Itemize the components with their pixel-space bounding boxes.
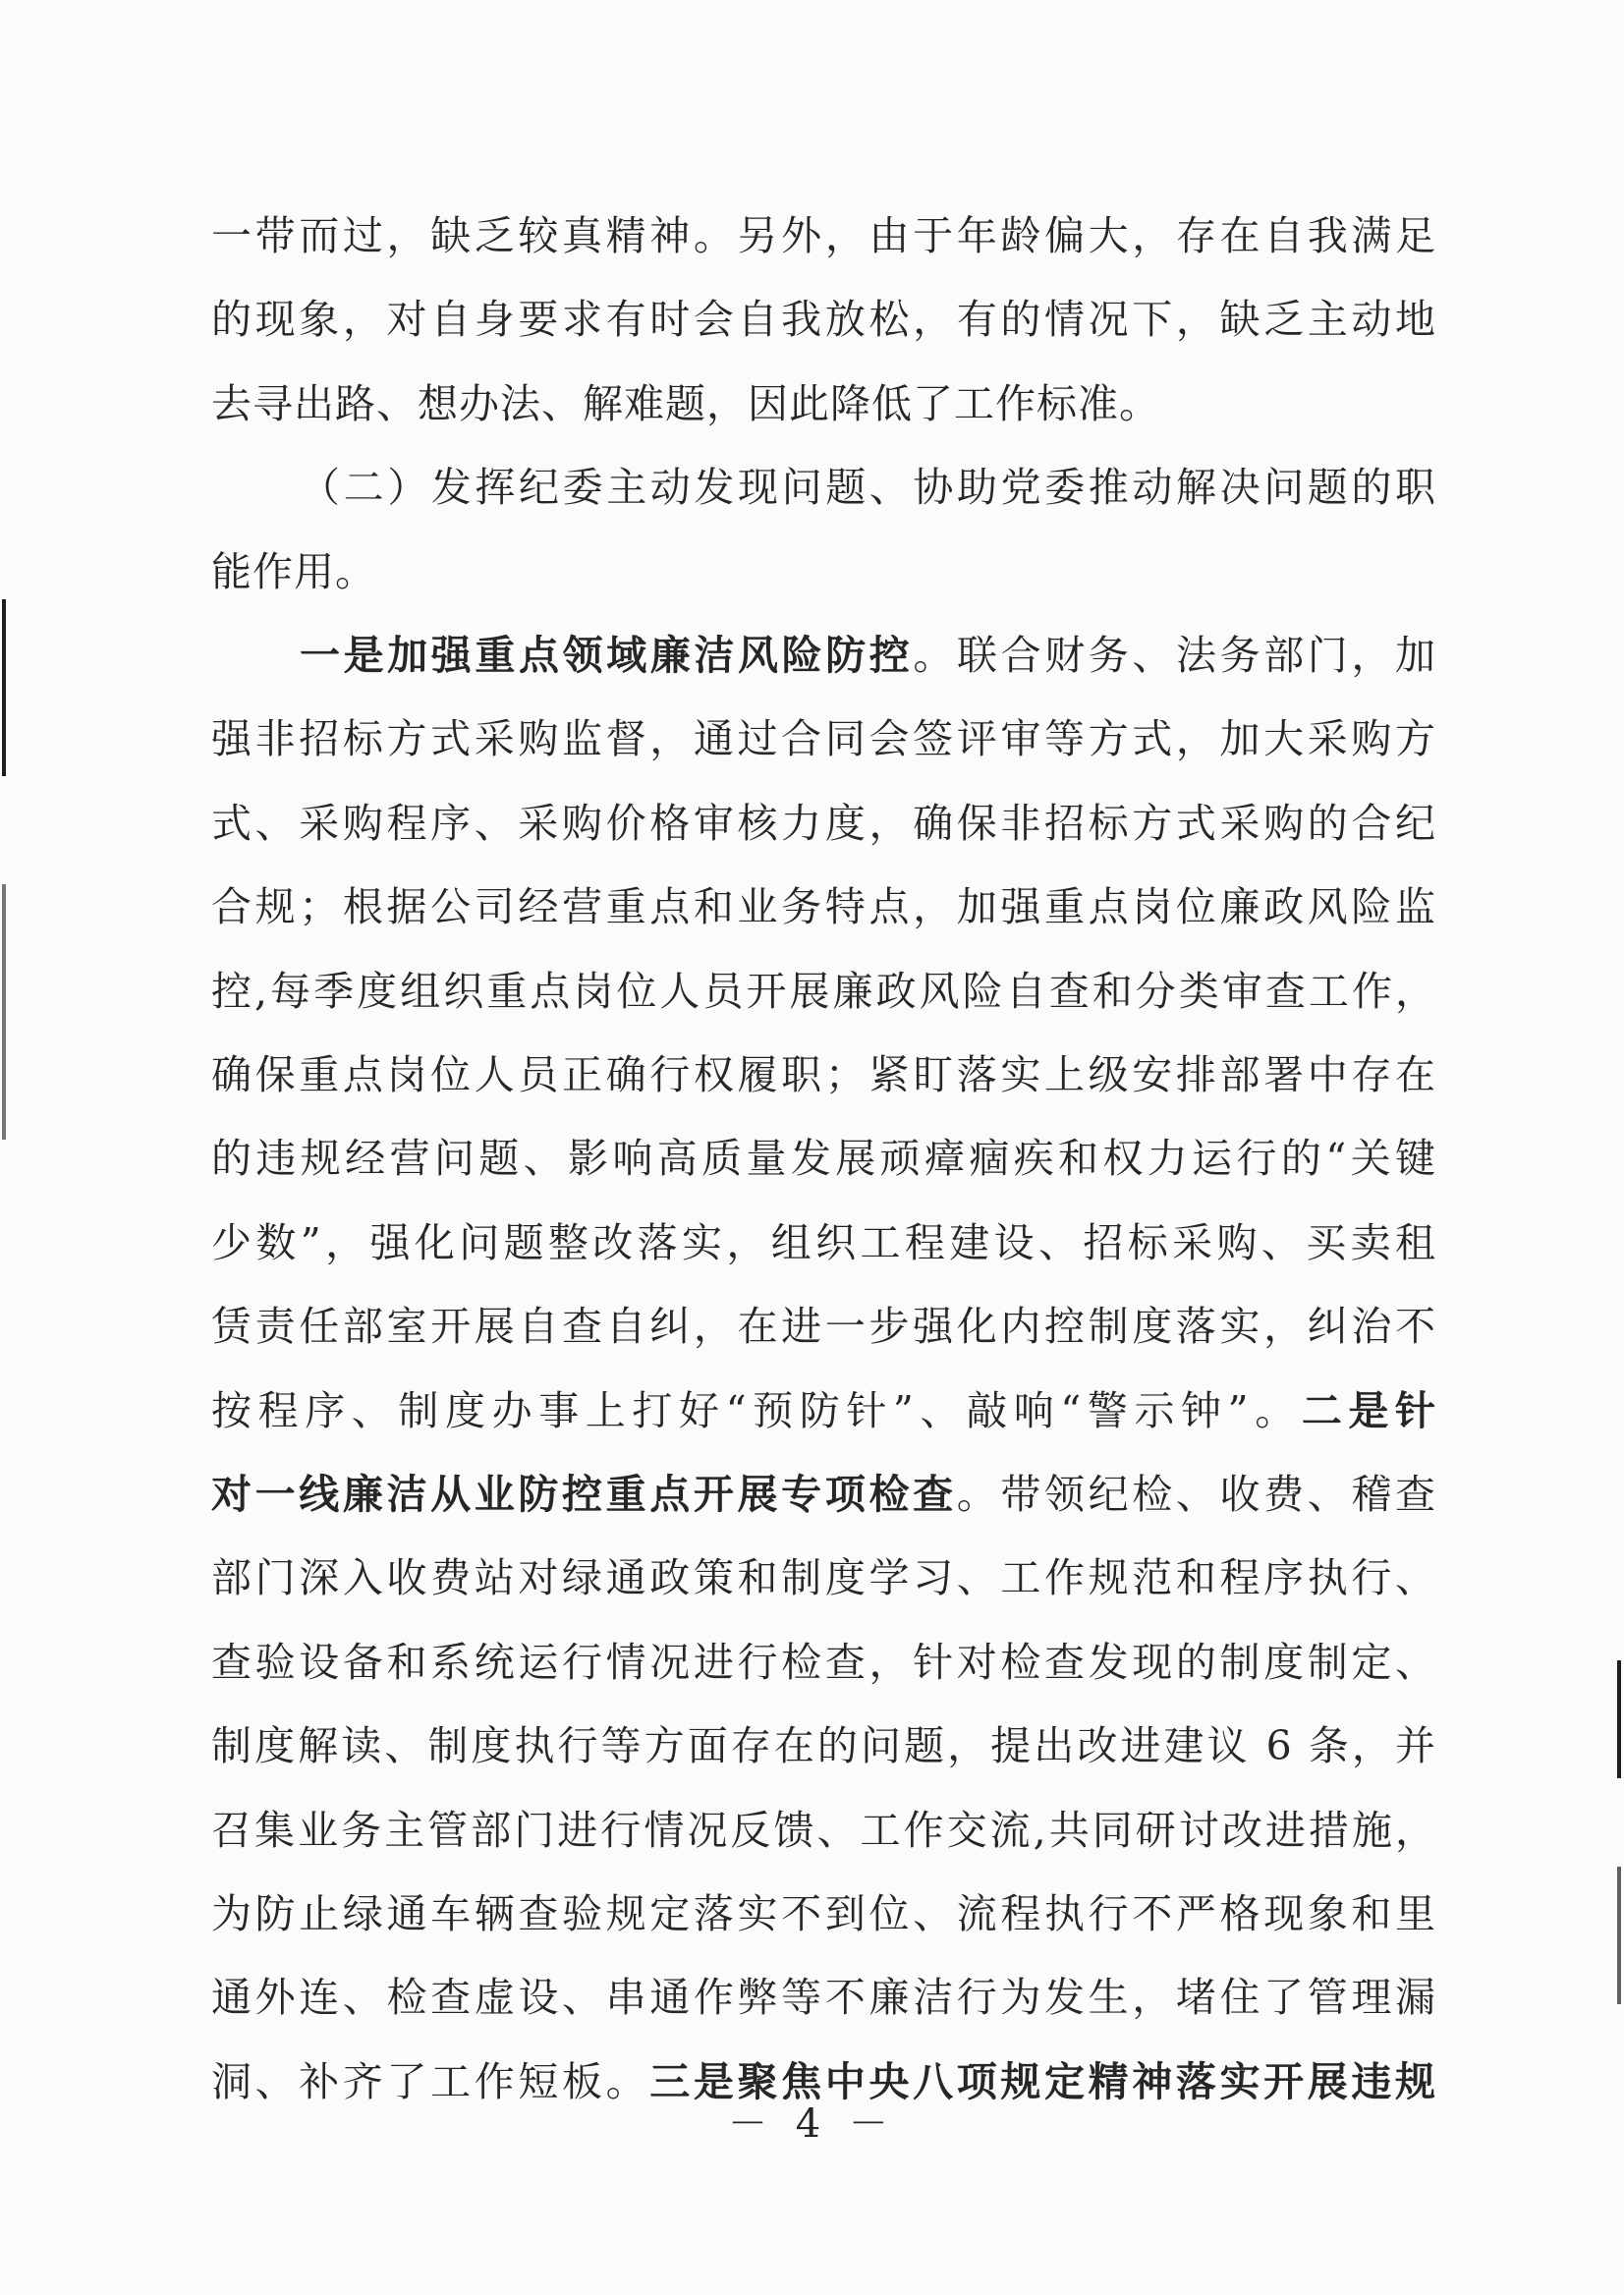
text-segment: 的现象，对自身要求有时会自我放松，有的情况下，缺乏主动地 bbox=[211, 296, 1436, 344]
text-segment: 召集业务主管部门进行情况反馈、工作交流,共同研讨改进措施， bbox=[211, 1806, 1436, 1854]
text-segment: 为防止绿通车辆查验规定落实不到位、流程执行不严格现象和里 bbox=[211, 1890, 1436, 1937]
text-segment: 一带而过，缺乏较真精神。另外，由于年龄偏大，存在自我满足 bbox=[211, 212, 1436, 259]
scan-edge-mark-right-2 bbox=[1617, 1867, 1621, 2004]
text-segment: 去寻出路、想办法、解难题，因此降低了工作标准。 bbox=[211, 379, 1160, 427]
text-line bbox=[211, 369, 1436, 438]
text-line bbox=[211, 285, 1436, 354]
text-segment: 。联合财务、法务部门，加 bbox=[913, 632, 1436, 679]
text-line bbox=[211, 1040, 1436, 1109]
text-line bbox=[211, 872, 1436, 941]
scan-edge-mark-left bbox=[2, 599, 6, 776]
text-line bbox=[211, 1963, 1436, 2032]
bold-text-segment: 对一线廉洁从业防控重点开展专项检查 bbox=[211, 1471, 957, 1518]
text-segment: 洞、补齐了工作短板。 bbox=[211, 2057, 650, 2105]
text-line bbox=[211, 789, 1436, 858]
text-line bbox=[211, 1292, 1436, 1361]
text-segment: 确保重点岗位人员正确行权履职；紧盯落实上级安排部署中存在 bbox=[211, 1051, 1436, 1098]
text-line bbox=[211, 1376, 1436, 1445]
bold-text-segment: 二是针 bbox=[1301, 1386, 1436, 1434]
text-line bbox=[211, 1460, 1436, 1529]
text-segment: 能作用。 bbox=[211, 547, 376, 595]
text-line bbox=[211, 1124, 1436, 1193]
text-segment: 通外连、检查虚设、串通作弊等不廉洁行为发生，堵住了管理漏 bbox=[211, 1974, 1436, 2022]
scan-edge-mark-right bbox=[1617, 1660, 1621, 1778]
text-segment: 查验设备和系统运行情况进行检查，针对检查发现的制度制定、 bbox=[211, 1638, 1436, 1686]
text-line bbox=[211, 1879, 1436, 1948]
text-line bbox=[211, 1711, 1436, 1780]
text-segment: 合规；根据公司经营重点和业务特点，加强重点岗位廉政风险监 bbox=[211, 883, 1436, 931]
text-line bbox=[211, 1208, 1436, 1277]
text-line bbox=[211, 621, 1436, 690]
text-line bbox=[211, 537, 1436, 606]
text-segment: 。带领纪检、收费、稽查 bbox=[956, 1471, 1436, 1518]
text-segment: 少数”，强化问题整改落实，组织工程建设、招标采购、买卖租 bbox=[211, 1218, 1436, 1266]
page-number: － 4 － bbox=[728, 2101, 896, 2147]
text-segment: 部门深入收费站对绿通政策和制度学习、工作规范和程序执行、 bbox=[211, 1554, 1436, 1602]
bold-text-segment: 一是加强重点领域廉洁风险防控 bbox=[300, 632, 914, 679]
text-segment: 赁责任部室开展自查自纠，在进一步强化内控制度落实，纠治不 bbox=[211, 1303, 1436, 1351]
text-segment: 式、采购程序、采购价格审核力度，确保非招标方式采购的合纪 bbox=[211, 799, 1436, 847]
text-line bbox=[211, 1628, 1436, 1697]
text-line bbox=[211, 704, 1436, 773]
text-segment: 控,每季度组织重点岗位人员开展廉政风险自查和分类审查工作， bbox=[211, 967, 1436, 1015]
scan-edge-mark-left-2 bbox=[2, 884, 6, 1140]
text-segment: 按程序、制度办事上打好“预防针”、敲响“警示钟”。 bbox=[211, 1386, 1302, 1434]
text-segment: 制度解读、制度执行等方面存在的问题，提出改进建议 6 条，并 bbox=[211, 1722, 1436, 1770]
text-segment: 的违规经营问题、影响高质量发展顽瘴痼疾和权力运行的“关键 bbox=[211, 1135, 1436, 1183]
text-line bbox=[211, 1543, 1436, 1612]
text-line bbox=[211, 201, 1436, 270]
text-segment: （二）发挥纪委主动发现问题、协助党委推动解决问题的职 bbox=[300, 464, 1436, 512]
text-line bbox=[211, 957, 1436, 1026]
bold-text-segment: 三是聚焦中央八项规定精神落实开展违规 bbox=[649, 2057, 1436, 2105]
text-segment: 强非招标方式采购监督，通过合同会签评审等方式，加大采购方 bbox=[211, 715, 1436, 763]
text-line bbox=[211, 453, 1436, 522]
text-line bbox=[211, 1796, 1436, 1865]
